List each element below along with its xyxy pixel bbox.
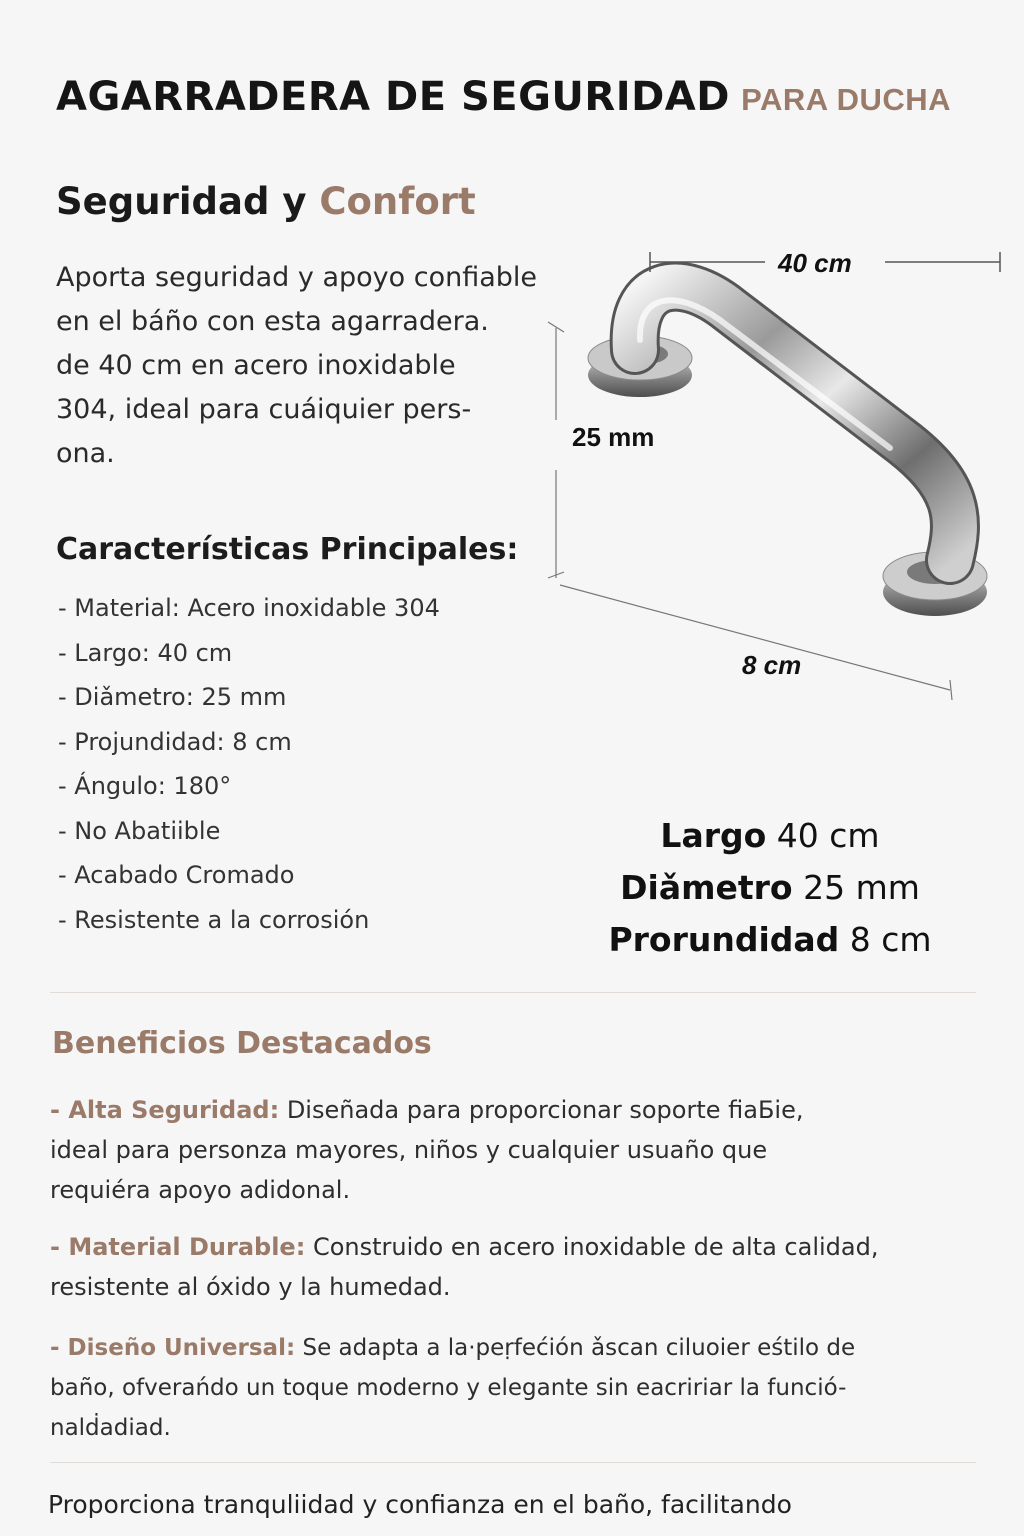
benefit-line bbox=[50, 1227, 995, 1267]
benefit-item bbox=[50, 1328, 995, 1448]
benefit-text: Se adapta a la·peṛfećión ǎscan ciluoier eśtilo de bbox=[302, 1335, 856, 1361]
benefit-text: Construido en acero inoxidable de alta calidad, bbox=[312, 1233, 879, 1261]
features-list bbox=[58, 588, 440, 944]
summary-row bbox=[560, 862, 980, 914]
feature-item: - Ángulo: 180° bbox=[58, 772, 232, 800]
page-title bbox=[56, 74, 951, 120]
height-dimension bbox=[548, 322, 564, 578]
benefit-line bbox=[50, 1328, 995, 1368]
intro-line: en el báño con esta agarradera. bbox=[56, 306, 489, 337]
height-label: 25 mm bbox=[572, 422, 655, 452]
intro-line: Aporta seguridad y apoyo confiable bbox=[56, 262, 538, 293]
summary-row bbox=[560, 810, 980, 862]
section-heading bbox=[56, 180, 476, 223]
heading-part2: Confort bbox=[319, 180, 476, 223]
benefit-text: nalḋadiad. bbox=[50, 1415, 171, 1441]
intro-line: 304, ideal para cuáiquier pers- bbox=[56, 394, 472, 425]
summary-label: Diǎmetro bbox=[620, 868, 793, 907]
benefits-heading: Beneficios Destacados bbox=[52, 1026, 432, 1061]
benefit-text: Diseñada para proporcionar soporte fiaБie, bbox=[286, 1096, 804, 1124]
benefit-label: - Alta Seguridad: bbox=[50, 1096, 280, 1124]
summary-label: Prorundidad bbox=[608, 920, 840, 959]
benefit-item bbox=[50, 1227, 995, 1307]
features-heading: Características Principales: bbox=[56, 532, 519, 567]
heading-part1: Seguridad y bbox=[56, 180, 307, 223]
feature-item: - Resistente a la corrosión bbox=[58, 905, 370, 934]
feature-item: - No Abatiible bbox=[58, 816, 221, 845]
feature-item: - Acabado Cromado bbox=[58, 861, 295, 889]
benefit-item bbox=[50, 1090, 995, 1210]
length-label: 40 cm bbox=[778, 248, 852, 278]
intro-line: ona. bbox=[56, 438, 115, 469]
feature-item: - Projundidad: 8 cm bbox=[58, 727, 292, 756]
title-sub: PARA DUCHA bbox=[741, 82, 951, 117]
benefit-text: baño, ofverańdo un toque moderno y elegante sin eacririar la funció- bbox=[50, 1375, 847, 1401]
benefit-line bbox=[50, 1090, 995, 1130]
benefit-label: - Diseño Universal: bbox=[50, 1335, 296, 1361]
benefit-label: - Material Durable: bbox=[50, 1233, 306, 1261]
closing-text: Proporciona tranquliidad y confianza en el baño, facilitando bbox=[48, 1490, 792, 1519]
benefit-text: resistente al óxido y la humedad. bbox=[50, 1273, 451, 1301]
benefit-text: requiéra apoyo adidonal. bbox=[50, 1176, 351, 1204]
depth-label: 8 cm bbox=[742, 650, 802, 680]
feature-item: - Largo: 40 cm bbox=[58, 638, 233, 667]
summary-row bbox=[560, 914, 980, 966]
feature-item: - Material: Acero inoxidable 304 bbox=[58, 594, 440, 622]
title-main: AGARRADERA DE SEGURIDAD bbox=[56, 74, 730, 120]
dimensions-summary bbox=[560, 810, 980, 966]
divider bbox=[50, 992, 976, 993]
divider bbox=[50, 1462, 976, 1463]
summary-value: 40 cm bbox=[776, 816, 880, 855]
grab-bar-illustration bbox=[540, 240, 1020, 710]
benefit-text: ideal para personᴢa mayores, niños y cualquier usuaño que bbox=[50, 1136, 768, 1164]
summary-label: Largo bbox=[660, 816, 767, 855]
feature-item: - Diǎmetro: 25 mm bbox=[58, 683, 287, 711]
intro-line: de 40 cm en acero inoxidable bbox=[56, 350, 456, 381]
summary-value: 25 mm bbox=[803, 868, 920, 907]
summary-value: 8 cm bbox=[849, 920, 932, 959]
